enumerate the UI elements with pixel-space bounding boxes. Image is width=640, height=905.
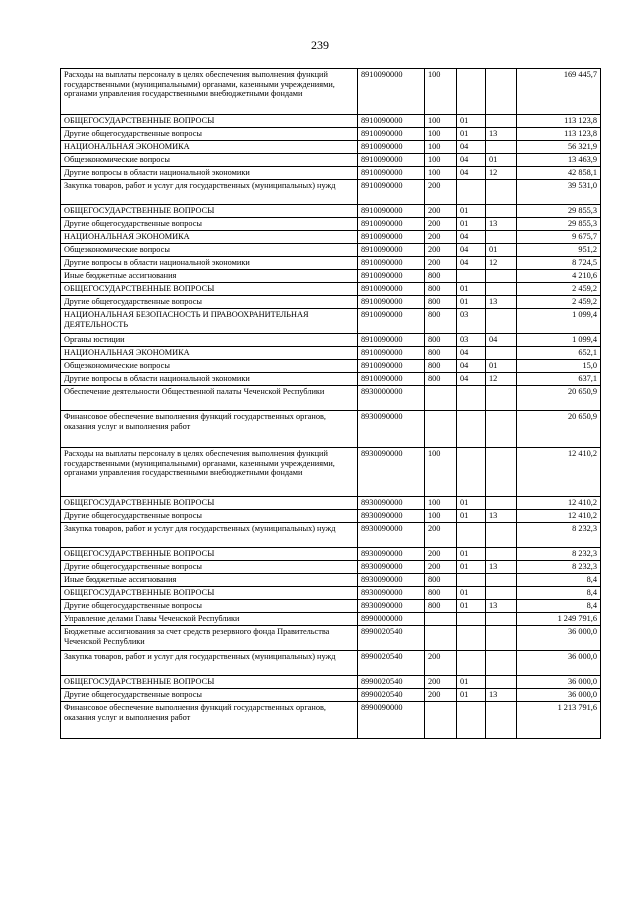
cell-name: ОБЩЕГОСУДАРСТВЕННЫЕ ВОПРОСЫ (61, 676, 358, 689)
cell-name: Иные бюджетные ассигнования (61, 574, 358, 587)
cell-section: 01 (457, 689, 486, 702)
cell-expense-type: 800 (425, 334, 457, 347)
cell-section: 01 (457, 510, 486, 523)
cell-expense-type: 100 (425, 510, 457, 523)
cell-subsection (486, 702, 517, 739)
cell-section (457, 270, 486, 283)
cell-target-code: 8910090000 (358, 69, 425, 115)
cell-name: ОБЩЕГОСУДАРСТВЕННЫЕ ВОПРОСЫ (61, 115, 358, 128)
cell-target-code: 8910090000 (358, 347, 425, 360)
table-row (61, 702, 601, 739)
cell-section: 01 (457, 128, 486, 141)
cell-expense-type: 200 (425, 523, 457, 548)
cell-subsection (486, 574, 517, 587)
cell-name: ОБЩЕГОСУДАРСТВЕННЫЕ ВОПРОСЫ (61, 548, 358, 561)
cell-expense-type: 800 (425, 347, 457, 360)
table-row (61, 613, 601, 626)
cell-section: 01 (457, 497, 486, 510)
budget-table-body (61, 69, 601, 739)
cell-subsection (486, 523, 517, 548)
table-row (61, 244, 601, 257)
cell-amount: 951,2 (517, 244, 601, 257)
cell-section: 04 (457, 154, 486, 167)
cell-target-code: 8910090000 (358, 257, 425, 270)
cell-section (457, 523, 486, 548)
table-row (61, 548, 601, 561)
cell-section: 01 (457, 600, 486, 613)
cell-target-code: 8910090000 (358, 115, 425, 128)
cell-expense-type: 200 (425, 244, 457, 257)
cell-subsection (486, 347, 517, 360)
cell-amount: 169 445,7 (517, 69, 601, 115)
cell-target-code: 8910090000 (358, 334, 425, 347)
cell-target-code: 8930090000 (358, 600, 425, 613)
cell-amount: 36 000,0 (517, 626, 601, 651)
table-row (61, 360, 601, 373)
cell-expense-type (425, 386, 457, 411)
cell-name: ОБЩЕГОСУДАРСТВЕННЫЕ ВОПРОСЫ (61, 283, 358, 296)
cell-section (457, 448, 486, 497)
cell-amount: 36 000,0 (517, 651, 601, 676)
cell-expense-type (425, 411, 457, 448)
cell-subsection (486, 231, 517, 244)
cell-subsection: 13 (486, 296, 517, 309)
cell-name: Закупка товаров, работ и услуг для государственных (муниципальных) нужд (61, 523, 358, 548)
table-row (61, 510, 601, 523)
cell-section: 03 (457, 334, 486, 347)
cell-section: 04 (457, 231, 486, 244)
cell-subsection (486, 205, 517, 218)
cell-subsection (486, 676, 517, 689)
cell-section (457, 411, 486, 448)
cell-amount: 113 123,8 (517, 128, 601, 141)
cell-expense-type: 800 (425, 296, 457, 309)
cell-target-code: 8910090000 (358, 373, 425, 386)
table-row (61, 626, 601, 651)
cell-name: Управление делами Главы Чеченской Республики (61, 613, 358, 626)
cell-expense-type: 800 (425, 373, 457, 386)
cell-expense-type: 800 (425, 270, 457, 283)
cell-target-code: 8910090000 (358, 231, 425, 244)
cell-section (457, 626, 486, 651)
cell-target-code: 8990020540 (358, 651, 425, 676)
cell-amount: 12 410,2 (517, 497, 601, 510)
cell-target-code: 8990020540 (358, 626, 425, 651)
cell-amount: 13 463,9 (517, 154, 601, 167)
cell-section: 01 (457, 676, 486, 689)
cell-expense-type: 100 (425, 154, 457, 167)
cell-amount: 29 855,3 (517, 218, 601, 231)
table-row (61, 141, 601, 154)
table-row (61, 180, 601, 205)
cell-target-code: 8930090000 (358, 587, 425, 600)
cell-target-code: 8930090000 (358, 510, 425, 523)
cell-target-code: 8930090000 (358, 411, 425, 448)
cell-amount: 42 858,1 (517, 167, 601, 180)
cell-subsection (486, 386, 517, 411)
cell-amount: 8,4 (517, 574, 601, 587)
cell-expense-type: 800 (425, 600, 457, 613)
cell-expense-type: 200 (425, 676, 457, 689)
cell-section (457, 180, 486, 205)
cell-amount: 8 724,5 (517, 257, 601, 270)
cell-section: 04 (457, 347, 486, 360)
cell-section (457, 69, 486, 115)
cell-name: Другие общегосударственные вопросы (61, 218, 358, 231)
cell-name: Органы юстиции (61, 334, 358, 347)
cell-subsection: 01 (486, 360, 517, 373)
table-row (61, 574, 601, 587)
cell-amount: 15,0 (517, 360, 601, 373)
cell-subsection (486, 626, 517, 651)
cell-amount: 1 099,4 (517, 309, 601, 334)
cell-target-code: 8990020540 (358, 689, 425, 702)
cell-amount: 12 410,2 (517, 510, 601, 523)
cell-name: Другие вопросы в области национальной экономики (61, 167, 358, 180)
cell-section: 04 (457, 360, 486, 373)
cell-target-code: 8930090000 (358, 561, 425, 574)
table-row (61, 69, 601, 115)
cell-amount: 1 213 791,6 (517, 702, 601, 739)
cell-subsection: 13 (486, 128, 517, 141)
cell-expense-type: 200 (425, 205, 457, 218)
cell-name: Закупка товаров, работ и услуг для государственных (муниципальных) нужд (61, 180, 358, 205)
cell-amount: 39 531,0 (517, 180, 601, 205)
table-row (61, 600, 601, 613)
cell-target-code: 8990090000 (358, 702, 425, 739)
table-row (61, 411, 601, 448)
cell-section (457, 651, 486, 676)
table-row (61, 689, 601, 702)
cell-expense-type: 800 (425, 574, 457, 587)
cell-target-code: 8910090000 (358, 244, 425, 257)
cell-amount: 8,4 (517, 600, 601, 613)
cell-expense-type (425, 626, 457, 651)
cell-name: ОБЩЕГОСУДАРСТВЕННЫЕ ВОПРОСЫ (61, 587, 358, 600)
table-row (61, 309, 601, 334)
table-row (61, 386, 601, 411)
cell-target-code: 8930090000 (358, 574, 425, 587)
cell-expense-type (425, 702, 457, 739)
cell-target-code: 8930090000 (358, 548, 425, 561)
cell-section: 04 (457, 373, 486, 386)
cell-target-code: 8930000000 (358, 386, 425, 411)
cell-subsection: 12 (486, 167, 517, 180)
cell-section: 01 (457, 205, 486, 218)
table-row (61, 587, 601, 600)
cell-subsection (486, 613, 517, 626)
cell-expense-type: 100 (425, 497, 457, 510)
cell-subsection: 12 (486, 257, 517, 270)
table-row (61, 283, 601, 296)
cell-target-code: 8930090000 (358, 497, 425, 510)
cell-name: Другие общегосударственные вопросы (61, 510, 358, 523)
cell-expense-type: 200 (425, 689, 457, 702)
cell-section: 03 (457, 309, 486, 334)
cell-target-code: 8910090000 (358, 283, 425, 296)
cell-amount: 4 210,6 (517, 270, 601, 283)
cell-name: Другие общегосударственные вопросы (61, 296, 358, 309)
cell-amount: 12 410,2 (517, 448, 601, 497)
table-row (61, 205, 601, 218)
table-row (61, 561, 601, 574)
cell-name: Обеспечение деятельности Общественной палаты Чеченской Республики (61, 386, 358, 411)
table-row (61, 651, 601, 676)
cell-expense-type: 100 (425, 167, 457, 180)
cell-amount: 8 232,3 (517, 548, 601, 561)
cell-amount: 1 249 791,6 (517, 613, 601, 626)
cell-target-code: 8910090000 (358, 296, 425, 309)
cell-target-code: 8910090000 (358, 154, 425, 167)
cell-expense-type: 200 (425, 218, 457, 231)
cell-expense-type: 200 (425, 548, 457, 561)
table-row (61, 296, 601, 309)
cell-subsection (486, 69, 517, 115)
cell-subsection: 04 (486, 334, 517, 347)
cell-subsection (486, 270, 517, 283)
cell-subsection (486, 141, 517, 154)
cell-target-code: 8910090000 (358, 218, 425, 231)
cell-subsection (486, 411, 517, 448)
cell-section (457, 613, 486, 626)
cell-subsection (486, 115, 517, 128)
cell-name: Иные бюджетные ассигнования (61, 270, 358, 283)
cell-expense-type: 200 (425, 651, 457, 676)
cell-amount: 2 459,2 (517, 296, 601, 309)
cell-name: Общеэкономические вопросы (61, 244, 358, 257)
cell-expense-type: 800 (425, 587, 457, 600)
cell-section: 04 (457, 244, 486, 257)
cell-name: Другие общегосударственные вопросы (61, 561, 358, 574)
cell-amount: 36 000,0 (517, 689, 601, 702)
cell-expense-type: 100 (425, 115, 457, 128)
cell-target-code: 8910090000 (358, 360, 425, 373)
cell-expense-type: 800 (425, 360, 457, 373)
page-number: 239 (311, 38, 329, 52)
cell-amount: 20 650,9 (517, 386, 601, 411)
cell-section: 04 (457, 257, 486, 270)
cell-name: НАЦИОНАЛЬНАЯ БЕЗОПАСНОСТЬ И ПРАВООХРАНИТЕЛЬНАЯ ДЕЯТЕЛЬНОСТЬ (61, 309, 358, 334)
cell-section: 01 (457, 218, 486, 231)
cell-target-code: 8910090000 (358, 309, 425, 334)
cell-amount: 56 321,9 (517, 141, 601, 154)
cell-subsection (486, 180, 517, 205)
cell-name: Другие вопросы в области национальной экономики (61, 373, 358, 386)
cell-section: 01 (457, 296, 486, 309)
cell-subsection: 12 (486, 373, 517, 386)
table-row (61, 257, 601, 270)
table-row (61, 115, 601, 128)
cell-name: Расходы на выплаты персоналу в целях обеспечения выполнения функций государственными (муниципальными) органами, казенными учреждениями, органами управления государственными внебюджетными фондами (61, 448, 358, 497)
cell-target-code: 8910090000 (358, 270, 425, 283)
table-row (61, 497, 601, 510)
cell-expense-type: 200 (425, 180, 457, 205)
cell-name: ОБЩЕГОСУДАРСТВЕННЫЕ ВОПРОСЫ (61, 497, 358, 510)
cell-amount: 8 232,3 (517, 561, 601, 574)
cell-name: Финансовое обеспечение выполнения функций государственных органов, оказания услуг и выполнения работ (61, 411, 358, 448)
cell-target-code: 8990020540 (358, 676, 425, 689)
cell-section: 04 (457, 141, 486, 154)
table-row (61, 523, 601, 548)
cell-name: Бюджетные ассигнования за счет средств резервного фонда Правительства Чеченской Республики (61, 626, 358, 651)
cell-name: Другие общегосударственные вопросы (61, 128, 358, 141)
cell-section (457, 702, 486, 739)
cell-section: 01 (457, 283, 486, 296)
budget-table (60, 68, 601, 739)
cell-amount: 20 650,9 (517, 411, 601, 448)
cell-expense-type (425, 613, 457, 626)
cell-name: НАЦИОНАЛЬНАЯ ЭКОНОМИКА (61, 141, 358, 154)
cell-target-code: 8910090000 (358, 141, 425, 154)
cell-name: Другие общегосударственные вопросы (61, 600, 358, 613)
cell-name: Общеэкономические вопросы (61, 154, 358, 167)
table-row (61, 128, 601, 141)
table-row (61, 154, 601, 167)
cell-amount: 637,1 (517, 373, 601, 386)
cell-target-code: 8990000000 (358, 613, 425, 626)
cell-name: Закупка товаров, работ и услуг для государственных (муниципальных) нужд (61, 651, 358, 676)
cell-target-code: 8910090000 (358, 128, 425, 141)
table-row (61, 448, 601, 497)
cell-subsection: 13 (486, 600, 517, 613)
cell-section: 01 (457, 548, 486, 561)
cell-amount: 29 855,3 (517, 205, 601, 218)
cell-name: ОБЩЕГОСУДАРСТВЕННЫЕ ВОПРОСЫ (61, 205, 358, 218)
table-row (61, 270, 601, 283)
cell-name: Другие общегосударственные вопросы (61, 689, 358, 702)
cell-expense-type: 200 (425, 231, 457, 244)
cell-subsection: 01 (486, 154, 517, 167)
cell-target-code: 8930090000 (358, 523, 425, 548)
cell-subsection: 13 (486, 510, 517, 523)
cell-section (457, 574, 486, 587)
cell-target-code: 8910090000 (358, 180, 425, 205)
cell-expense-type: 800 (425, 283, 457, 296)
cell-subsection: 13 (486, 689, 517, 702)
cell-name: Финансовое обеспечение выполнения функций государственных органов, оказания услуг и выполнения работ (61, 702, 358, 739)
table-row (61, 334, 601, 347)
cell-section: 01 (457, 561, 486, 574)
cell-section: 01 (457, 587, 486, 600)
cell-amount: 2 459,2 (517, 283, 601, 296)
cell-section: 01 (457, 115, 486, 128)
cell-name: Другие вопросы в области национальной экономики (61, 257, 358, 270)
cell-amount: 652,1 (517, 347, 601, 360)
table-row (61, 218, 601, 231)
cell-amount: 113 123,8 (517, 115, 601, 128)
cell-section: 04 (457, 167, 486, 180)
cell-name: НАЦИОНАЛЬНАЯ ЭКОНОМИКА (61, 347, 358, 360)
cell-name: Расходы на выплаты персоналу в целях обеспечения выполнения функций государственными (муниципальными) органами, казенными учреждениями, органами управления государственными внебюджетными фондами (61, 69, 358, 115)
cell-amount: 8,4 (517, 587, 601, 600)
cell-subsection (486, 283, 517, 296)
cell-target-code: 8930090000 (358, 448, 425, 497)
cell-expense-type: 100 (425, 69, 457, 115)
table-row (61, 347, 601, 360)
cell-subsection (486, 497, 517, 510)
cell-subsection (486, 651, 517, 676)
cell-expense-type: 200 (425, 561, 457, 574)
cell-expense-type: 100 (425, 448, 457, 497)
cell-subsection (486, 548, 517, 561)
cell-subsection: 01 (486, 244, 517, 257)
cell-name: НАЦИОНАЛЬНАЯ ЭКОНОМИКА (61, 231, 358, 244)
cell-target-code: 8910090000 (358, 167, 425, 180)
cell-section (457, 386, 486, 411)
cell-amount: 9 675,7 (517, 231, 601, 244)
cell-amount: 1 099,4 (517, 334, 601, 347)
cell-subsection (486, 448, 517, 497)
cell-amount: 36 000,0 (517, 676, 601, 689)
cell-subsection: 13 (486, 561, 517, 574)
table-row (61, 373, 601, 386)
cell-amount: 8 232,3 (517, 523, 601, 548)
cell-subsection: 13 (486, 218, 517, 231)
cell-subsection (486, 309, 517, 334)
cell-target-code: 8910090000 (358, 205, 425, 218)
cell-expense-type: 800 (425, 309, 457, 334)
cell-subsection (486, 587, 517, 600)
cell-expense-type: 200 (425, 257, 457, 270)
cell-expense-type: 100 (425, 128, 457, 141)
cell-name: Общеэкономические вопросы (61, 360, 358, 373)
table-row (61, 676, 601, 689)
table-row (61, 231, 601, 244)
table-row (61, 167, 601, 180)
cell-expense-type: 100 (425, 141, 457, 154)
